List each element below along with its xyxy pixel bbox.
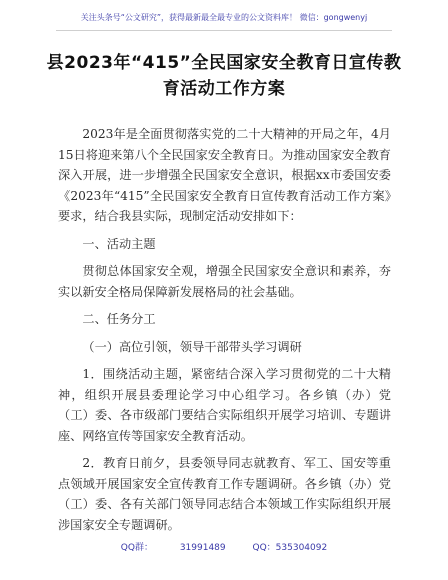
task-paragraph-1: 1．围绕活动主题，紧密结合深入学习贯彻党的二十大精神，组织开展县委理论学习中心组学习。各乡镇（办）党（工）委、各市级部门要结合实际组织开展学习培训、专题讲座、网络宣传等国家安全教育活动。 [58,367,391,443]
intro-paragraph: 2023年是全面贯彻落实党的二十大精神的开局之年，4月15日将迎来第八个全民国家安全教育日。为推动国家安全教育深入开展，进一步增强全民国家安全意识，根据xx市委国安委《2023年“415”全民国家安全教育日宣传教育活动工作方案》要求，结合我县实际，现制定活动安排如下： [58,127,391,223]
page-header-banner: 关注头条号“公文研究”，获得最新最全最专业的公文资料库！ 微信：gongwenyj [80,13,368,22]
subsection-heading-leadership: （一）高位引领，领导干部带头学习调研 [82,339,302,354]
header-divider [56,30,392,31]
page-footer-contact: QQ群： 31991489 QQ：535304092 [120,543,328,553]
document-body [58,124,391,542]
document-title: 县2023年“415”全民国家安全教育日宣传教育活动工作方案 [46,53,402,99]
section-heading-theme: 一、活动主题 [82,236,156,251]
section-heading-tasks: 二、任务分工 [82,312,156,326]
task-paragraph-2: 2．教育日前夕，县委领导同志就教育、军工、国安等重点领域开展国家安全宣传教育工作专题调研。各乡镇（办）党（工）委、各有关部门领导同志结合本领域工作实际组织开展涉国家安全专题调研。 [58,456,391,532]
theme-paragraph: 贯彻总体国家安全观，增强全民国家安全意识和素养，夯实以新安全格局保障新发展格局的社会基础。 [58,264,391,299]
